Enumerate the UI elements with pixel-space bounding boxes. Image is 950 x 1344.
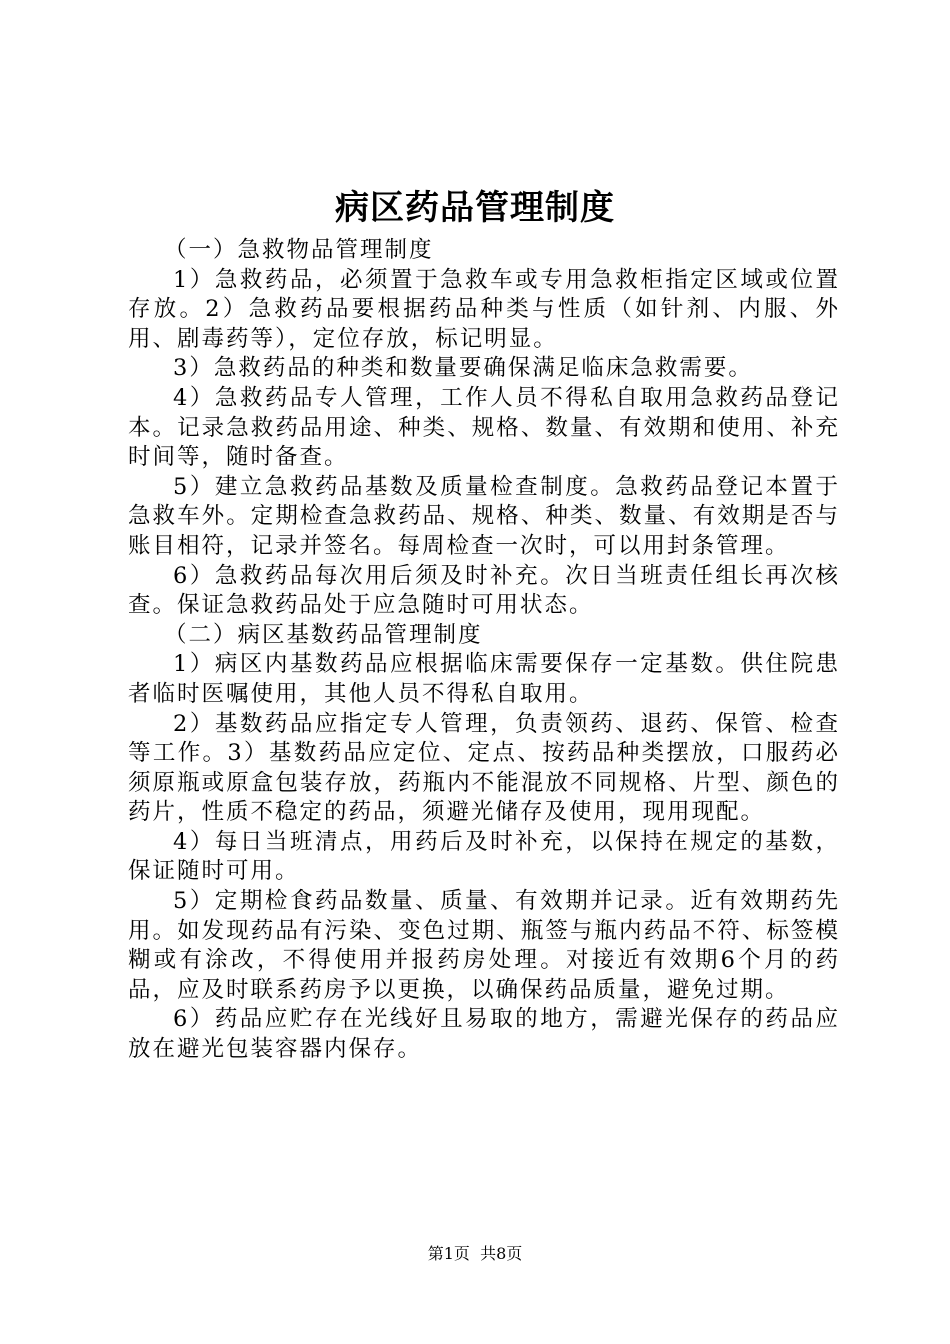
paragraph: 5）建立急救药品基数及质量检查制度。急救药品登记本置于急救车外。定期检查急救药品、规格、种类、数量、有效期是否与账目相符，记录并签名。每周检查一次时，可以用封条管理。 <box>128 473 840 559</box>
document-title: 病区药品管理制度 <box>335 188 615 228</box>
page-footer <box>0 1243 950 1265</box>
paragraph: 5）定期检食药品数量、质量、有效期并记录。近有效期药先用。如发现药品有污染、变色过期、瓶签与瓶内药品不符、标签模糊或有涂改，不得使用并报药房处理。对接近有效期6个月的药品，应及时联系药房予以更换，以确保药品质量，避免过期。 <box>128 888 840 1003</box>
section-heading-base-drugs: （二）病区基数药品管理制度 <box>164 621 483 648</box>
paragraph: 3）急救药品的种类和数量要确保满足临床急救需要。 <box>173 355 753 382</box>
paragraph: 1）急救药品，必须置于急救车或专用急救柜指定区域或位置存放。2）急救药品要根据药品种类与性质（如针剂、内服、外用、剧毒药等），定位存放，标记明显。 <box>128 266 840 352</box>
paragraph: 1）病区内基数药品应根据临床需要保存一定基数。供住院患者临时医嘱使用，其他人员不得私自取用。 <box>128 651 840 707</box>
paragraph: 4）每日当班清点，用药后及时补充，以保持在规定的基数，保证随时可用。 <box>128 828 840 885</box>
paragraph: 6）药品应贮存在光线好且易取的地方，需避光保存的药品应放在避光包装容器内保存。 <box>128 1006 840 1063</box>
paragraph: 6）急救药品每次用后须及时补充。次日当班责任组长再次核查。保证急救药品处于应急随时可用状态。 <box>128 562 840 619</box>
paragraph: 2）基数药品应指定专人管理，负责领药、退药、保管、检查等工作。3）基数药品应定位、定点、按药品种类摆放，口服药必须原瓶或原盒包装存放，药瓶内不能混放不同规格、片型、颜色的药片，性质不稳定的药品，须避光储存及使用，现用现配。 <box>128 710 840 826</box>
paragraph: 4）急救药品专人管理，工作人员不得私自取用急救药品登记本。记录急救药品用途、种类、规格、数量、有效期和使用、补充时间等，随时备查。 <box>128 384 840 471</box>
page-number: 第1页 <box>427 1244 470 1263</box>
section-heading-emergency: （一）急救物品管理制度 <box>164 237 434 263</box>
page-total: 共8页 <box>480 1244 523 1263</box>
document-body <box>128 236 840 1065</box>
